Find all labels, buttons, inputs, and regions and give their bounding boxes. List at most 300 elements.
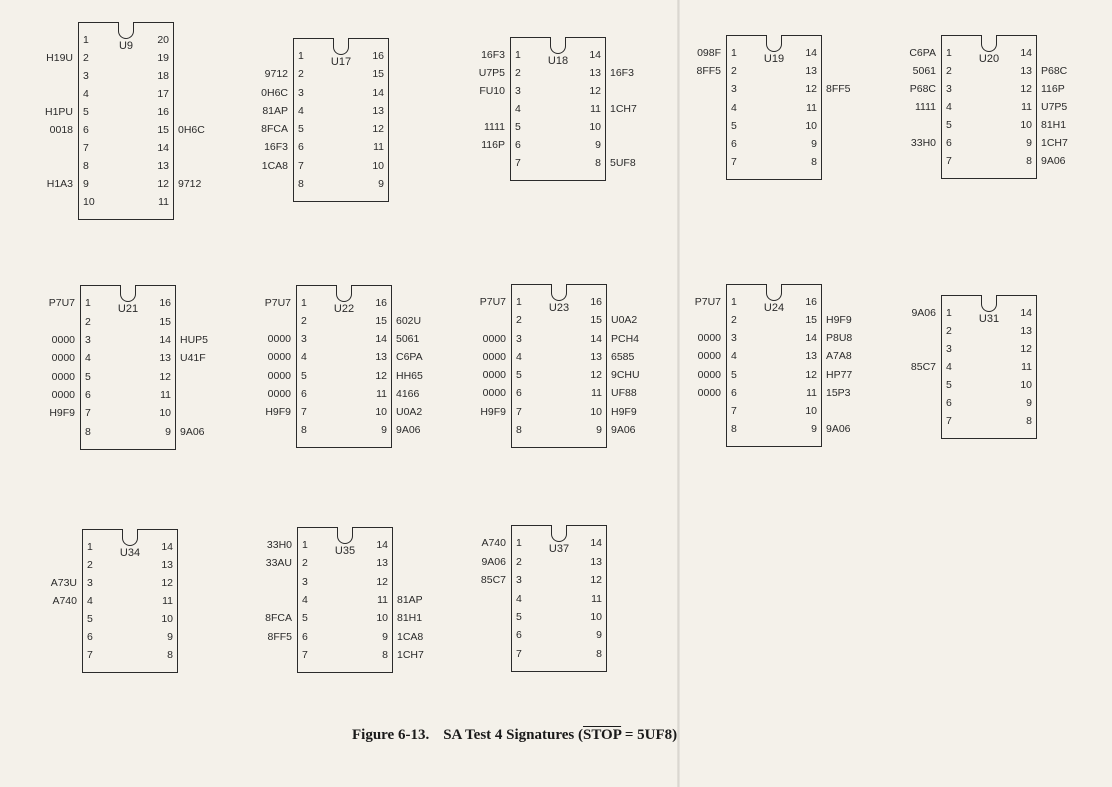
chip-label: U19 <box>763 53 785 65</box>
pin-number: 6 <box>946 137 952 149</box>
chip-label: U37 <box>548 543 570 555</box>
pin-number: 11 <box>158 196 169 208</box>
pin-number: 14 <box>1020 307 1032 319</box>
pin-number: 2 <box>85 315 91 328</box>
pin-number: 16 <box>372 50 384 63</box>
pin-number: 15 <box>159 315 171 328</box>
signature-pin-11: U7P5 <box>1041 101 1068 113</box>
pin-number: 12 <box>159 370 171 383</box>
pin-number: 13 <box>161 559 173 571</box>
pin-number: 7 <box>301 405 307 418</box>
pin-number: 4 <box>85 352 91 365</box>
pin-number: 11 <box>591 387 602 400</box>
chip-label: U9 <box>118 40 134 52</box>
pin1-notch <box>118 22 134 39</box>
signature-pin-9: 9A06 <box>396 423 421 436</box>
signature-pin-4: A740 <box>52 595 77 607</box>
pin-number: 7 <box>516 405 522 418</box>
pin-number: 8 <box>298 177 304 190</box>
pin-number: 9 <box>1026 137 1032 149</box>
chip-label: U17 <box>330 56 352 68</box>
pin-number: 10 <box>376 612 388 625</box>
signature-pin-10: H9F9 <box>611 405 637 418</box>
pin-number: 7 <box>302 648 308 661</box>
pin-number: 11 <box>806 386 817 399</box>
signature-pin-6: 0018 <box>49 124 73 136</box>
pin-number: 13 <box>375 351 387 364</box>
figure-title: SA Test 4 Signatures ( <box>443 727 583 743</box>
pin-number: 7 <box>731 155 737 168</box>
signature-pin-1: P7U7 <box>694 296 721 309</box>
pin-number: 16 <box>805 296 817 309</box>
pin-number: 11 <box>377 594 388 606</box>
pin-number: 1 <box>302 539 308 552</box>
pin-number: 18 <box>157 70 169 82</box>
signature-pin-2: 9A06 <box>481 555 506 568</box>
pin-number: 3 <box>85 333 91 346</box>
pin-number: 9 <box>167 631 173 643</box>
pin-number: 14 <box>157 142 169 154</box>
pin-number: 5 <box>85 370 91 383</box>
pin-number: 5 <box>515 121 521 133</box>
pin-number: 5 <box>946 119 952 131</box>
signature-pin-4: 0000 <box>267 351 291 364</box>
signature-pin-1: P7U7 <box>48 297 75 310</box>
pin1-notch <box>337 527 353 544</box>
pin-number: 1 <box>946 307 952 319</box>
pin1-notch <box>981 295 997 312</box>
stop-signal: STOP <box>582 727 622 743</box>
signature-pin-9: 1CH7 <box>1041 137 1068 149</box>
pin-number: 8 <box>85 425 91 438</box>
signature-pin-14: HUP5 <box>180 333 209 346</box>
pin-number: 10 <box>161 613 173 625</box>
pin-number: 3 <box>83 70 89 82</box>
pin-number: 14 <box>1020 47 1032 59</box>
signature-pin-12: HP77 <box>826 368 853 381</box>
signature-pin-3: 85C7 <box>480 574 506 587</box>
pin-number: 14 <box>805 47 817 60</box>
pin-number: 6 <box>516 387 522 400</box>
pin-number: 11 <box>160 389 171 402</box>
pin-number: 12 <box>372 123 384 136</box>
signature-pin-3: A73U <box>50 577 77 589</box>
pin-number: 9 <box>811 137 817 150</box>
pin-number: 7 <box>83 142 89 154</box>
pin1-notch <box>551 525 567 542</box>
pin-number: 5 <box>516 369 522 382</box>
pin1-notch <box>551 284 567 301</box>
pin-number: 6 <box>516 629 522 642</box>
pin-number: 9 <box>382 630 388 643</box>
signature-pin-15: 0H6C <box>178 124 205 136</box>
signature-pin-11: 81AP <box>397 594 423 606</box>
signature-pin-5: 0000 <box>482 369 506 382</box>
pin-number: 1 <box>946 47 952 59</box>
signature-pin-3: 0000 <box>267 333 291 346</box>
signature-pin-12: 8FF5 <box>826 83 851 96</box>
pin-number: 13 <box>157 160 169 172</box>
pin-number: 19 <box>157 52 169 64</box>
signature-pin-6: 116P <box>481 139 505 151</box>
signature-pin-14: PCH4 <box>611 332 640 345</box>
pin-number: 6 <box>515 139 521 151</box>
signature-pin-3: FU10 <box>479 85 505 97</box>
signature-pin-7: H9F9 <box>265 405 291 418</box>
pin-number: 7 <box>298 159 304 172</box>
pin-number: 13 <box>372 104 384 117</box>
pin-number: 8 <box>811 155 817 168</box>
pin-number: 10 <box>1020 379 1032 391</box>
pin-number: 11 <box>162 595 173 607</box>
pin-number: 2 <box>946 325 952 337</box>
pin-number: 12 <box>157 178 169 190</box>
signature-pin-4: 1111 <box>914 101 936 113</box>
pin-number: 8 <box>1026 415 1032 427</box>
pin-number: 11 <box>591 592 602 605</box>
pin-number: 2 <box>515 67 521 79</box>
pin-number: 11 <box>1021 361 1032 373</box>
pin-number: 14 <box>372 86 384 99</box>
signature-pin-13: 6585 <box>611 350 635 363</box>
signature-pin-6: 0000 <box>51 389 75 402</box>
signature-pin-13: P68C <box>1041 65 1068 77</box>
pin-number: 4 <box>946 101 952 113</box>
chip-label: U34 <box>119 547 141 559</box>
pin-number: 5 <box>301 369 307 382</box>
pin-number: 9 <box>1026 397 1032 409</box>
pin-number: 5 <box>302 612 308 625</box>
pin-number: 8 <box>167 649 173 661</box>
signature-pin-11: 1CH7 <box>610 103 637 115</box>
signature-pin-10: 81H1 <box>397 612 423 625</box>
pin-number: 12 <box>375 369 387 382</box>
signature-pin-5: 0000 <box>267 369 291 382</box>
pin-number: 6 <box>302 630 308 643</box>
pin-number: 9 <box>165 425 171 438</box>
chip-label: U20 <box>978 53 1000 65</box>
signature-pin-4: 0000 <box>697 350 721 363</box>
chip-label: U22 <box>333 303 355 315</box>
pin-number: 12 <box>376 575 388 588</box>
signature-pin-3: 0000 <box>697 332 721 345</box>
pin-number: 20 <box>157 34 169 46</box>
signature-pin-2: 33AU <box>265 557 292 570</box>
chip-label: U24 <box>763 302 785 314</box>
pin-number: 8 <box>596 647 602 660</box>
pin-number: 16 <box>159 297 171 310</box>
signature-pin-1: 16F3 <box>481 49 505 61</box>
signature-pin-10: U0A2 <box>396 405 423 418</box>
pin-number: 5 <box>298 123 304 136</box>
pin-number: 8 <box>301 423 307 436</box>
stop-value: = 5UF8) <box>621 727 678 743</box>
signature-pin-3: 0000 <box>51 333 75 346</box>
signature-pin-5: 8FCA <box>265 612 292 625</box>
pin-number: 1 <box>516 537 522 550</box>
pin-number: 5 <box>83 106 89 118</box>
pin-number: 9 <box>596 423 602 436</box>
pin-number: 6 <box>946 397 952 409</box>
signature-pin-11: 4166 <box>396 387 420 400</box>
pin1-notch <box>550 37 566 54</box>
pin-number: 3 <box>946 83 952 95</box>
pin-number: 11 <box>376 387 387 400</box>
signature-pin-4: 0000 <box>482 350 506 363</box>
pin-number: 4 <box>298 104 304 117</box>
pin-number: 1 <box>301 297 307 310</box>
signature-pin-1: 098F <box>697 47 721 60</box>
pin-number: 7 <box>516 647 522 660</box>
signature-pin-12: HH65 <box>396 369 423 382</box>
pin-number: 12 <box>161 577 173 589</box>
pin-number: 3 <box>516 332 522 345</box>
pin-number: 6 <box>83 124 89 136</box>
pin-number: 10 <box>159 407 171 420</box>
signature-pin-6: 0000 <box>482 387 506 400</box>
signature-pin-5: 8FCA <box>261 123 288 136</box>
pin-number: 5 <box>946 379 952 391</box>
pin-number: 11 <box>1021 101 1032 113</box>
signature-pin-8: 9A06 <box>1041 155 1066 167</box>
pin-number: 2 <box>731 65 737 78</box>
signature-pin-5: 1111 <box>483 121 505 133</box>
pin-number: 15 <box>590 314 602 327</box>
signature-pin-8: 1CH7 <box>397 648 424 661</box>
pin-number: 12 <box>805 368 817 381</box>
chip-label: U21 <box>117 303 139 315</box>
signature-pin-14: P8U8 <box>826 332 853 345</box>
pin-number: 15 <box>372 68 384 81</box>
signature-pin-1: P7U7 <box>479 296 506 309</box>
signature-pin-7: H9F9 <box>480 405 506 418</box>
pin-number: 4 <box>946 361 952 373</box>
signature-pin-15: 602U <box>396 315 422 328</box>
pin-number: 11 <box>373 141 384 154</box>
signature-pin-2: H19U <box>46 52 73 64</box>
signature-pin-13: U41F <box>180 352 206 365</box>
signature-pin-1: C6PA <box>909 47 936 59</box>
pin-number: 6 <box>87 631 93 643</box>
pin-number: 3 <box>516 574 522 587</box>
pin-number: 3 <box>515 85 521 97</box>
signature-pin-9: 9A06 <box>826 422 851 435</box>
pin-number: 2 <box>83 52 89 64</box>
pin-number: 8 <box>83 160 89 172</box>
pin-number: 11 <box>590 103 601 115</box>
signature-pin-13: 16F3 <box>610 67 634 79</box>
signature-pin-6: 33H0 <box>910 137 936 149</box>
pin-number: 4 <box>515 103 521 115</box>
pin1-notch <box>336 285 352 302</box>
pin-number: 15 <box>805 314 817 327</box>
pin-number: 13 <box>376 557 388 570</box>
pin-number: 7 <box>85 407 91 420</box>
pin-number: 1 <box>83 34 89 46</box>
pin-number: 4 <box>83 88 89 100</box>
pin-number: 7 <box>946 155 952 167</box>
pin-number: 10 <box>372 159 384 172</box>
signature-pin-1: A740 <box>481 537 506 550</box>
pin-number: 14 <box>159 333 171 346</box>
pin-number: 12 <box>1020 343 1032 355</box>
signature-pin-5: 0000 <box>697 368 721 381</box>
signature-pin-5: 0000 <box>51 370 75 383</box>
pin-number: 8 <box>595 157 601 169</box>
signature-pin-12: 9CHU <box>611 369 640 382</box>
pin-number: 9 <box>83 178 89 190</box>
pin-number: 12 <box>805 83 817 96</box>
signature-pin-6: 8FF5 <box>267 630 292 643</box>
pin-number: 10 <box>375 405 387 418</box>
pin-number: 16 <box>590 296 602 309</box>
pin-number: 2 <box>946 65 952 77</box>
pin-number: 6 <box>298 141 304 154</box>
pin-number: 16 <box>157 106 169 118</box>
signature-pin-1: 9A06 <box>911 307 936 319</box>
pin-number: 2 <box>301 315 307 328</box>
pin-number: 1 <box>85 297 91 310</box>
pin-number: 9 <box>378 177 384 190</box>
pin-number: 8 <box>382 648 388 661</box>
signature-pin-1: P7U7 <box>264 297 291 310</box>
pin-number: 3 <box>298 86 304 99</box>
pin-number: 16 <box>375 297 387 310</box>
signature-pin-1: 33H0 <box>266 539 292 552</box>
pin-number: 3 <box>87 577 93 589</box>
pin-number: 2 <box>516 314 522 327</box>
pin-number: 4 <box>516 350 522 363</box>
chip-label: U18 <box>547 55 569 67</box>
pin-number: 1 <box>298 50 304 63</box>
pin-number: 7 <box>87 649 93 661</box>
pin-number: 1 <box>516 296 522 309</box>
signature-pin-12: 9712 <box>178 178 202 190</box>
pin-number: 14 <box>590 537 602 550</box>
pin-number: 10 <box>590 610 602 623</box>
pin-number: 10 <box>590 405 602 418</box>
pin-number: 4 <box>731 101 737 114</box>
signature-pin-7: H9F9 <box>49 407 75 420</box>
figure-number: Figure 6-13. <box>352 727 430 743</box>
signature-pin-13: A7A8 <box>826 350 852 363</box>
pin-number: 7 <box>515 157 521 169</box>
pin-number: 9 <box>381 423 387 436</box>
pin-number: 2 <box>731 314 737 327</box>
pin1-notch <box>120 285 136 302</box>
signature-pin-6: 0000 <box>697 386 721 399</box>
pin-number: 14 <box>589 49 601 61</box>
pin-number: 13 <box>1020 325 1032 337</box>
pin-number: 9 <box>811 422 817 435</box>
signature-pin-8: 5UF8 <box>610 157 636 169</box>
pin-number: 11 <box>806 101 817 114</box>
signature-pin-2: 5061 <box>912 65 936 77</box>
signature-pin-3: P68C <box>909 83 936 95</box>
signature-pin-3: 0H6C <box>261 86 288 99</box>
pin-number: 4 <box>301 351 307 364</box>
pin-number: 8 <box>1026 155 1032 167</box>
pin-number: 13 <box>1020 65 1032 77</box>
pin-number: 13 <box>589 67 601 79</box>
pin-number: 13 <box>590 350 602 363</box>
pin-number: 9 <box>596 629 602 642</box>
signature-pin-6: 0000 <box>267 387 291 400</box>
chip-label: U23 <box>548 302 570 314</box>
signature-pin-4: 0000 <box>51 352 75 365</box>
pin1-notch <box>333 38 349 55</box>
signature-pin-10: 81H1 <box>1041 119 1067 131</box>
pin-number: 10 <box>589 121 601 133</box>
pin-number: 4 <box>87 595 93 607</box>
pin-number: 14 <box>805 332 817 345</box>
pin-number: 2 <box>302 557 308 570</box>
pin-number: 14 <box>376 539 388 552</box>
pin-number: 14 <box>375 333 387 346</box>
signature-pin-11: UF88 <box>611 387 637 400</box>
signature-pin-15: U0A2 <box>611 314 638 327</box>
pin-number: 7 <box>731 404 737 417</box>
pin-number: 5 <box>731 119 737 132</box>
pin1-notch <box>122 529 138 546</box>
signature-pin-7: 1CA8 <box>261 159 288 172</box>
pin-number: 12 <box>1020 83 1032 95</box>
signature-pin-11: 15P3 <box>826 386 851 399</box>
signature-pin-13: C6PA <box>396 351 423 364</box>
pin-number: 14 <box>590 332 602 345</box>
pin-number: 3 <box>946 343 952 355</box>
pin-number: 1 <box>731 296 737 309</box>
signature-pin-14: 5061 <box>396 333 420 346</box>
pin-number: 15 <box>157 124 169 136</box>
signature-pin-9: 9A06 <box>180 425 205 438</box>
pin-number: 13 <box>805 65 817 78</box>
signature-pin-12: 116P <box>1041 83 1065 95</box>
signature-pin-6: 16F3 <box>264 141 288 154</box>
signature-pin-3: 0000 <box>482 332 506 345</box>
signature-pin-2: U7P5 <box>478 67 505 79</box>
pin-number: 12 <box>590 574 602 587</box>
pin-number: 1 <box>515 49 521 61</box>
pin-number: 13 <box>590 555 602 568</box>
pin-number: 17 <box>157 88 169 100</box>
signature-pin-15: H9F9 <box>826 314 852 327</box>
pin1-notch <box>766 35 782 52</box>
chip-label: U35 <box>334 545 356 557</box>
pin-number: 9 <box>595 139 601 151</box>
pin-number: 6 <box>301 387 307 400</box>
pin-number: 3 <box>731 83 737 96</box>
signature-pin-9: H1A3 <box>46 178 73 190</box>
pin-number: 8 <box>516 423 522 436</box>
signature-pin-4: 81AP <box>262 104 288 117</box>
pin-number: 6 <box>85 389 91 402</box>
pin1-notch <box>981 35 997 52</box>
pin-number: 5 <box>516 610 522 623</box>
pin-number: 2 <box>516 555 522 568</box>
pin-number: 1 <box>731 47 737 60</box>
pin-number: 4 <box>302 594 308 606</box>
pin-number: 10 <box>1020 119 1032 131</box>
signature-pin-4: 85C7 <box>910 361 936 373</box>
pin-number: 13 <box>805 350 817 363</box>
pin-number: 4 <box>516 592 522 605</box>
pin-number: 5 <box>87 613 93 625</box>
pin-number: 6 <box>731 386 737 399</box>
signature-pin-5: H1PU <box>44 106 73 118</box>
pin-number: 1 <box>87 541 93 553</box>
figure-caption <box>352 726 732 744</box>
